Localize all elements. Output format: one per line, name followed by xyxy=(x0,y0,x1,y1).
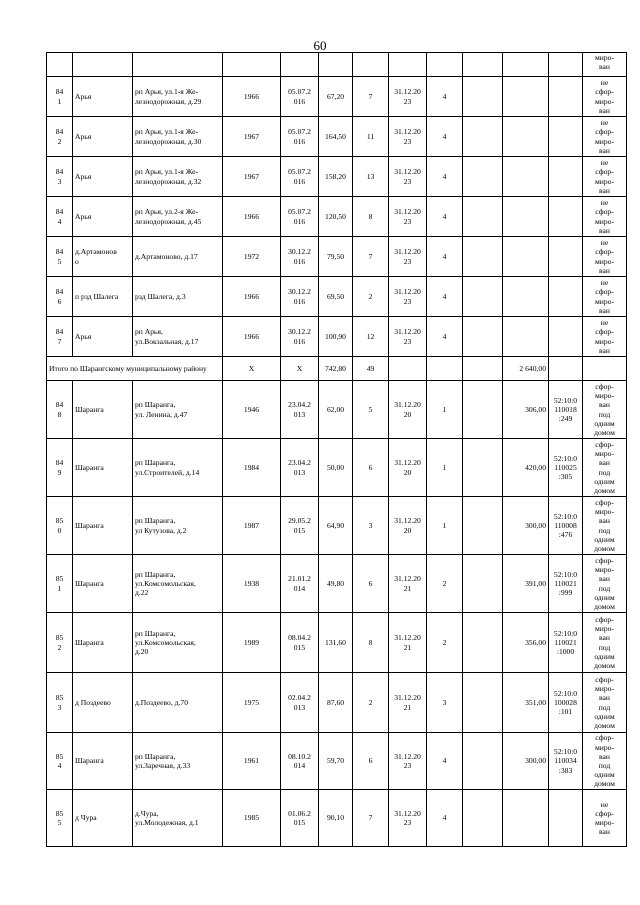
date-cell: 02.04.2 013 xyxy=(281,673,319,733)
cadastral-cell: 52:10:0 110008 :476 xyxy=(549,497,583,555)
address-cell: рп Шаранга, ул Кутузова, д.2 xyxy=(133,497,223,555)
cadastral-cell: 52:10:0 110018 :249 xyxy=(549,381,583,439)
year-cell: 1961 xyxy=(223,733,281,790)
year-cell: 1966 xyxy=(223,197,281,237)
date-cell: 29.05.2 015 xyxy=(281,497,319,555)
address-cell: д.Чура, ул.Молодежная, д.1 xyxy=(133,790,223,847)
empty-cell xyxy=(463,497,503,555)
people-cell: 11 xyxy=(353,117,389,157)
empty-cell xyxy=(463,237,503,277)
cadastral-cell xyxy=(549,157,583,197)
cadastral-cell xyxy=(549,237,583,277)
deadline-cell: 31.12.20 23 xyxy=(389,733,427,790)
deadline-cell: 31.12.20 23 xyxy=(389,790,427,847)
area-cell: 59,70 xyxy=(319,733,353,790)
sum-cell: 306,00 xyxy=(503,381,549,439)
stage-cell: 2 xyxy=(427,555,463,613)
area-cell: 90,10 xyxy=(319,790,353,847)
total-row xyxy=(47,357,627,381)
year-cell: 1987 xyxy=(223,497,281,555)
people-cell: 8 xyxy=(353,613,389,673)
row-number: 84 5 xyxy=(47,237,73,277)
stage-cell: 4 xyxy=(427,317,463,357)
row-number: 84 4 xyxy=(47,197,73,237)
deadline-cell: 31.12.20 23 xyxy=(389,197,427,237)
date-cell: 30.12.2 016 xyxy=(281,317,319,357)
stage-cell: 1 xyxy=(427,497,463,555)
year-cell: 1985 xyxy=(223,790,281,847)
area-cell: 100,90 xyxy=(319,317,353,357)
stage-cell: 4 xyxy=(427,157,463,197)
empty-cell xyxy=(549,357,583,381)
table-row xyxy=(47,555,627,613)
empty-cell xyxy=(427,357,463,381)
cadastral-cell: 52:10:0 110025 :305 xyxy=(549,439,583,497)
page-number: 60 xyxy=(313,38,327,53)
settlement-cell: д Чура xyxy=(73,790,133,847)
settlement-cell: п рзд Шалега xyxy=(73,277,133,317)
stage-cell: 4 xyxy=(427,237,463,277)
address-cell: рп Шаранга, ул.Заречная, д.33 xyxy=(133,733,223,790)
sum-cell xyxy=(503,237,549,277)
sum-cell: 356,00 xyxy=(503,613,549,673)
table-row xyxy=(47,613,627,673)
cadastral-cell xyxy=(549,197,583,237)
settlement-cell: Арья xyxy=(73,317,133,357)
cadastral-cell xyxy=(549,77,583,117)
settlement-cell: Шаранга xyxy=(73,439,133,497)
cadastral-cell: 52:10:0 110034 :383 xyxy=(549,733,583,790)
year-cell: 1938 xyxy=(223,555,281,613)
cadastral-cell xyxy=(549,790,583,847)
empty-cell xyxy=(463,439,503,497)
empty-cell xyxy=(463,673,503,733)
deadline-cell: 31.12.20 23 xyxy=(389,317,427,357)
people-cell: 5 xyxy=(353,381,389,439)
sum-cell: 351,00 xyxy=(503,673,549,733)
total-area: 742,80 xyxy=(319,357,353,381)
cadastral-cell xyxy=(549,117,583,157)
table-row xyxy=(47,157,627,197)
stage-cell: 4 xyxy=(427,277,463,317)
empty-cell xyxy=(463,381,503,439)
area-cell: 87,60 xyxy=(319,673,353,733)
cadastral-cell: 52:10:0 100028 :101 xyxy=(549,673,583,733)
row-number: 84 7 xyxy=(47,317,73,357)
address-cell: рп Арья, ул.Вокзальная, д.17 xyxy=(133,317,223,357)
row-number: 84 6 xyxy=(47,277,73,317)
date-cell: 01.06.2 015 xyxy=(281,790,319,847)
date-cell: 23.04.2 013 xyxy=(281,381,319,439)
empty-cell xyxy=(463,197,503,237)
sum-cell: 300,00 xyxy=(503,497,549,555)
year-cell: 1984 xyxy=(223,439,281,497)
address-cell: рп Шаранга, ул.Строителей, д.14 xyxy=(133,439,223,497)
empty-cell xyxy=(463,277,503,317)
table-row xyxy=(47,237,627,277)
total-year: X xyxy=(223,357,281,381)
address-cell: д.Поздеево, д.70 xyxy=(133,673,223,733)
sum-cell: 391,00 xyxy=(503,555,549,613)
people-cell: 13 xyxy=(353,157,389,197)
stage-cell: 4 xyxy=(427,733,463,790)
sum-cell xyxy=(503,197,549,237)
cadastral-cell: 52:10:0 110021 :999 xyxy=(549,555,583,613)
deadline-cell: 31.12.20 23 xyxy=(389,277,427,317)
total-label: Итого по Шарангскому муниципальному району xyxy=(47,357,223,381)
deadline-cell: 31.12.20 20 xyxy=(389,439,427,497)
row-number: 84 3 xyxy=(47,157,73,197)
method-cell: не сфор- миро- ван xyxy=(583,197,627,237)
empty-cell xyxy=(463,77,503,117)
address-cell: рп Арья, ул.1-я Же- лезнодорожная, д.32 xyxy=(133,157,223,197)
cadastral-cell xyxy=(549,317,583,357)
table-row xyxy=(47,197,627,237)
area-cell: 158,20 xyxy=(319,157,353,197)
method-cell: не сфор- миро- ван xyxy=(583,117,627,157)
empty-cell xyxy=(389,357,427,381)
method-cell: сфор- миро- ван под одним домом xyxy=(583,673,627,733)
table-row xyxy=(47,77,627,117)
table-body xyxy=(47,53,627,847)
empty-cell xyxy=(463,357,503,381)
year-cell: 1972 xyxy=(223,237,281,277)
total-people: 49 xyxy=(353,357,389,381)
address-cell: рзд Шалега, д.3 xyxy=(133,277,223,317)
table-row xyxy=(47,790,627,847)
table-row xyxy=(47,733,627,790)
row-number: 85 5 xyxy=(47,790,73,847)
settlement-cell: Шаранга xyxy=(73,381,133,439)
method-cell: сфор- миро- ван под одним домом xyxy=(583,439,627,497)
settlement-cell: Арья xyxy=(73,77,133,117)
sum-cell: 300,00 xyxy=(503,733,549,790)
people-cell: 6 xyxy=(353,733,389,790)
year-cell: 1966 xyxy=(223,77,281,117)
date-cell: 30.12.2 016 xyxy=(281,277,319,317)
cadastral-cell xyxy=(549,277,583,317)
method-cell: миро- ван xyxy=(583,53,627,77)
area-cell: 64,90 xyxy=(319,497,353,555)
table-row xyxy=(47,117,627,157)
method-cell: не сфор- миро- ван xyxy=(583,237,627,277)
stage-cell: 4 xyxy=(427,197,463,237)
method-cell: сфор- миро- ван под одним домом xyxy=(583,555,627,613)
people-cell: 7 xyxy=(353,790,389,847)
cadastral-cell: 52:10:0 110021 :1000 xyxy=(549,613,583,673)
date-cell: 05.07.2 016 xyxy=(281,197,319,237)
people-cell: 6 xyxy=(353,555,389,613)
settlement-cell: Арья xyxy=(73,117,133,157)
area-cell: 50,00 xyxy=(319,439,353,497)
sum-cell xyxy=(503,117,549,157)
total-date: X xyxy=(281,357,319,381)
year-cell: 1946 xyxy=(223,381,281,439)
address-cell: рп Арья, ул.2-я Же- лезнодорожная, д.45 xyxy=(133,197,223,237)
people-cell: 2 xyxy=(353,277,389,317)
address-cell: д.Артамоново, д.17 xyxy=(133,237,223,277)
area-cell: 69,50 xyxy=(319,277,353,317)
area-cell: 164,50 xyxy=(319,117,353,157)
row-number: 84 1 xyxy=(47,77,73,117)
table-row-continued xyxy=(47,53,627,77)
people-cell: 8 xyxy=(353,197,389,237)
row-number: 85 0 xyxy=(47,497,73,555)
deadline-cell: 31.12.20 21 xyxy=(389,673,427,733)
stage-cell: 2 xyxy=(427,613,463,673)
row-number: 85 2 xyxy=(47,613,73,673)
address-cell: рп Арья, ул.1-я Же- лезнодорожная, д.29 xyxy=(133,77,223,117)
empty-cell xyxy=(463,733,503,790)
people-cell: 12 xyxy=(353,317,389,357)
method-cell: сфор- миро- ван под одним домом xyxy=(583,613,627,673)
sum-cell xyxy=(503,277,549,317)
table-row xyxy=(47,317,627,357)
address-cell: рп Арья, ул.1-я Же- лезнодорожная, д.30 xyxy=(133,117,223,157)
people-cell: 2 xyxy=(353,673,389,733)
address-cell: рп Шаранга, ул. Ленина, д.47 xyxy=(133,381,223,439)
sum-cell xyxy=(503,317,549,357)
date-cell: 23.04.2 013 xyxy=(281,439,319,497)
empty-cell xyxy=(463,157,503,197)
method-cell: не сфор- миро- ван xyxy=(583,277,627,317)
settlement-cell: Шаранга xyxy=(73,613,133,673)
table-row xyxy=(47,381,627,439)
empty-cell xyxy=(463,317,503,357)
date-cell: 08.04.2 015 xyxy=(281,613,319,673)
settlement-cell: д Поздеево xyxy=(73,673,133,733)
row-number: 85 3 xyxy=(47,673,73,733)
table-row xyxy=(47,673,627,733)
deadline-cell: 31.12.20 23 xyxy=(389,237,427,277)
people-cell: 6 xyxy=(353,439,389,497)
date-cell: 08.10.2 014 xyxy=(281,733,319,790)
row-number: 85 1 xyxy=(47,555,73,613)
empty-cell xyxy=(583,357,627,381)
people-cell: 3 xyxy=(353,497,389,555)
deadline-cell: 31.12.20 21 xyxy=(389,613,427,673)
stage-cell: 1 xyxy=(427,381,463,439)
stage-cell: 1 xyxy=(427,439,463,497)
method-cell: сфор- миро- ван под одним домом xyxy=(583,497,627,555)
settlement-cell: Арья xyxy=(73,157,133,197)
table-row xyxy=(47,497,627,555)
deadline-cell: 31.12.20 20 xyxy=(389,381,427,439)
date-cell: 30.12.2 016 xyxy=(281,237,319,277)
address-cell: рп Шаранга, ул.Комсомольская, д.20 xyxy=(133,613,223,673)
sum-cell xyxy=(503,790,549,847)
deadline-cell: 31.12.20 21 xyxy=(389,555,427,613)
row-number: 84 2 xyxy=(47,117,73,157)
sum-cell: 420,00 xyxy=(503,439,549,497)
deadline-cell: 31.12.20 23 xyxy=(389,77,427,117)
date-cell: 21.01.2 014 xyxy=(281,555,319,613)
people-cell: 7 xyxy=(353,77,389,117)
sum-cell xyxy=(503,157,549,197)
method-cell: не сфор- миро- ван xyxy=(583,157,627,197)
method-cell: сфор- миро- ван под одним домом xyxy=(583,733,627,790)
year-cell: 1967 xyxy=(223,117,281,157)
row-number: 84 8 xyxy=(47,381,73,439)
settlement-cell: Шаранга xyxy=(73,497,133,555)
stage-cell: 3 xyxy=(427,673,463,733)
empty-cell xyxy=(463,613,503,673)
date-cell: 05.07.2 016 xyxy=(281,117,319,157)
date-cell: 05.07.2 016 xyxy=(281,157,319,197)
table-row xyxy=(47,277,627,317)
settlement-cell: Шаранга xyxy=(73,733,133,790)
year-cell: 1989 xyxy=(223,613,281,673)
table-row xyxy=(47,439,627,497)
empty-cell xyxy=(463,790,503,847)
area-cell: 79,50 xyxy=(319,237,353,277)
stage-cell: 4 xyxy=(427,117,463,157)
area-cell: 49,80 xyxy=(319,555,353,613)
deadline-cell: 31.12.20 20 xyxy=(389,497,427,555)
area-cell: 131,60 xyxy=(319,613,353,673)
deadline-cell: 31.12.20 23 xyxy=(389,157,427,197)
date-cell: 05.07.2 016 xyxy=(281,77,319,117)
settlement-cell: Арья xyxy=(73,197,133,237)
empty-cell xyxy=(463,117,503,157)
settlement-cell: д.Артамонов о xyxy=(73,237,133,277)
year-cell: 1967 xyxy=(223,157,281,197)
empty-cell xyxy=(463,555,503,613)
year-cell: 1966 xyxy=(223,317,281,357)
year-cell: 1975 xyxy=(223,673,281,733)
area-cell: 120,50 xyxy=(319,197,353,237)
people-cell: 7 xyxy=(353,237,389,277)
deadline-cell: 31.12.20 23 xyxy=(389,117,427,157)
stage-cell: 4 xyxy=(427,77,463,117)
year-cell: 1966 xyxy=(223,277,281,317)
method-cell: не сфор- миро- ван xyxy=(583,790,627,847)
row-number: 84 9 xyxy=(47,439,73,497)
row-number: 85 4 xyxy=(47,733,73,790)
settlement-cell: Шаранга xyxy=(73,555,133,613)
total-sum: 2 640,00 xyxy=(503,357,549,381)
area-cell: 67,20 xyxy=(319,77,353,117)
area-cell: 62,00 xyxy=(319,381,353,439)
housing-table xyxy=(46,52,627,847)
address-cell: рп Шаранга, ул.Комсомольская, д.22 xyxy=(133,555,223,613)
method-cell: не сфор- миро- ван xyxy=(583,77,627,117)
sum-cell xyxy=(503,77,549,117)
method-cell: не сфор- миро- ван xyxy=(583,317,627,357)
stage-cell: 4 xyxy=(427,790,463,847)
method-cell: сфор- миро- ван под одним домом xyxy=(583,381,627,439)
